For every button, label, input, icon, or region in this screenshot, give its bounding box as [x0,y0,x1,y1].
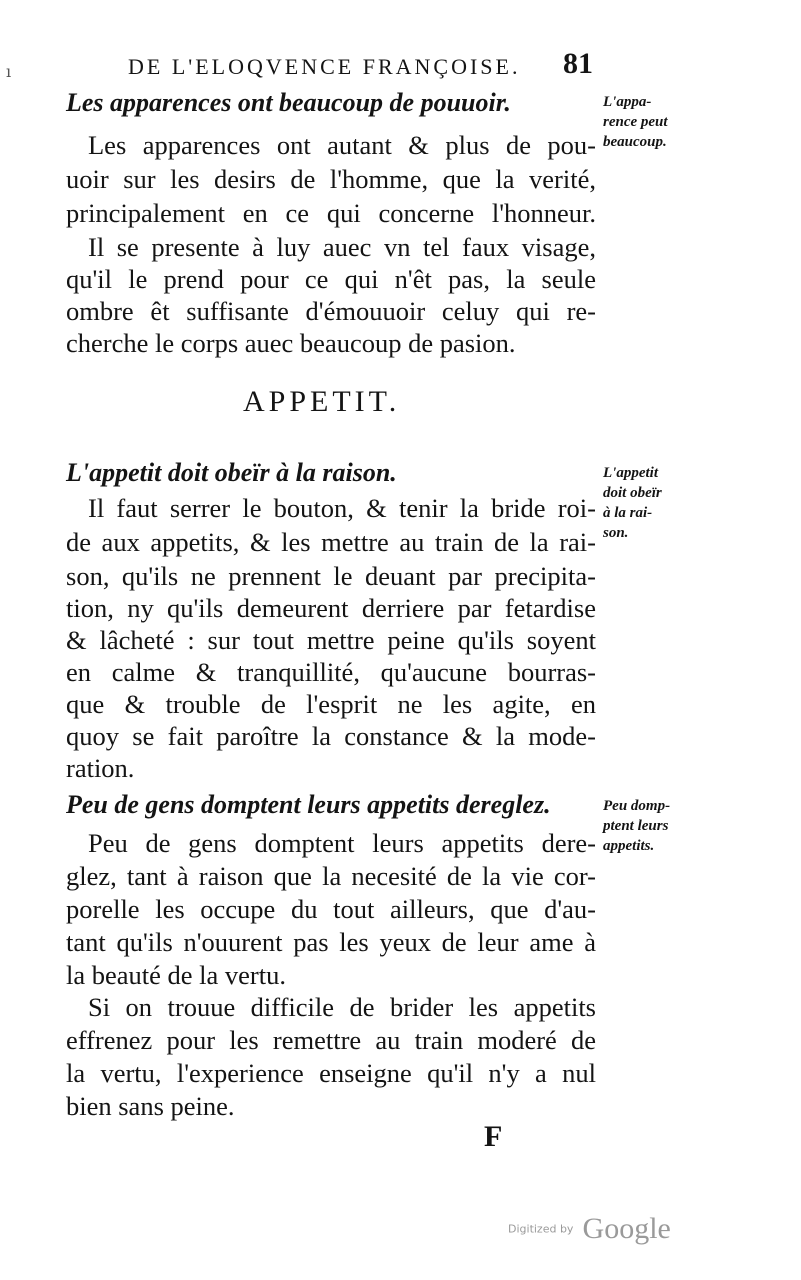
body-line: porelle les occupe du tout ailleurs, que d'au- [66,894,596,924]
margin-note-line: doit obeïr [603,485,662,501]
margin-note-line: appetits. [603,838,655,854]
watermark-brand: Google [582,1212,671,1245]
section-heading-peu-de-gens: Peu de gens domptent leurs appetits dereglez. [66,790,551,819]
body-line: que & trouble de l'esprit ne les agite, en [66,689,596,719]
section-title: APPETIT. [243,385,401,418]
body-line: tant qu'ils n'ouurent pas les yeux de leur ame à [66,927,596,957]
body-line: Il se presente à luy auec vn tel faux visage, [88,232,596,262]
body-line: effrenez pour les remettre au train moderé de [66,1025,596,1055]
body-line: la vertu, l'experience enseigne qu'il n'y a nul [66,1058,596,1088]
body-line: quoy se fait paroître la constance & la mode- [66,721,596,751]
signature-mark: F [484,1120,503,1153]
margin-note-appetit [603,463,701,543]
section-heading-appetit: L'appetit doit obeïr à la raison. [66,458,397,487]
body-line: Il faut serrer le bouton, & tenir la bride roi- [88,493,596,523]
body-line: Les apparences ont autant & plus de pou- [88,130,596,160]
running-title: DE L'ELOQVENCE FRANÇOISE. [128,54,521,79]
body-line: de aux appetits, & les mettre au train de la rai- [66,527,596,557]
page-number: 81 [563,47,593,80]
watermark-prefix: Digitized by [508,1222,574,1236]
body-line: cherche le corps auec beaucoup de pasion. [66,328,516,358]
section-heading-apparences: Les apparences ont beaucoup de pouuoir. [66,88,511,117]
digitized-watermark [508,1212,671,1246]
body-line: ombre êt suffisante d'émouuoir celuy qui re- [66,296,596,326]
margin-note-peu-de-gens [603,796,701,856]
body-line: & lâcheté : sur tout mettre peine qu'ils soyent [66,625,596,655]
margin-note-line: L'appetit [603,465,658,481]
body-line: la beauté de la vertu. [66,960,286,990]
margin-note-line: son. [603,525,629,541]
body-line: principalement en ce qui concerne l'honneur. [66,198,596,228]
margin-note-line: beaucoup. [603,134,667,150]
margin-note-line: rence peut [603,114,668,130]
body-line: qu'il le prend pour ce qui n'êt pas, la seule [66,264,596,294]
body-line: son, qu'ils ne prennent le deuant par precipita- [66,561,596,591]
body-line: en calme & tranquillité, qu'aucune bourras- [66,657,596,687]
margin-note-apparences [603,92,701,152]
margin-note-line: Peu domp- [603,798,671,814]
margin-note-line: ptent leurs [603,818,669,834]
body-line: glez, tant à raison que la necesité de la vie cor- [66,861,596,891]
margin-note-line: L'appa- [603,94,652,110]
body-line: uoir sur les desirs de l'homme, que la verité, [66,164,596,194]
body-line: tion, ny qu'ils demeurent derriere par fetardise [66,593,596,623]
body-line: bien sans peine. [66,1091,235,1121]
body-line: Peu de gens domptent leurs appetits dere- [88,828,596,858]
margin-note-line: à la rai- [603,505,653,521]
body-line: ration. [66,753,135,783]
edge-mark: ı [6,62,12,81]
body-line: Si on trouue difficile de brider les appetits [88,992,596,1022]
